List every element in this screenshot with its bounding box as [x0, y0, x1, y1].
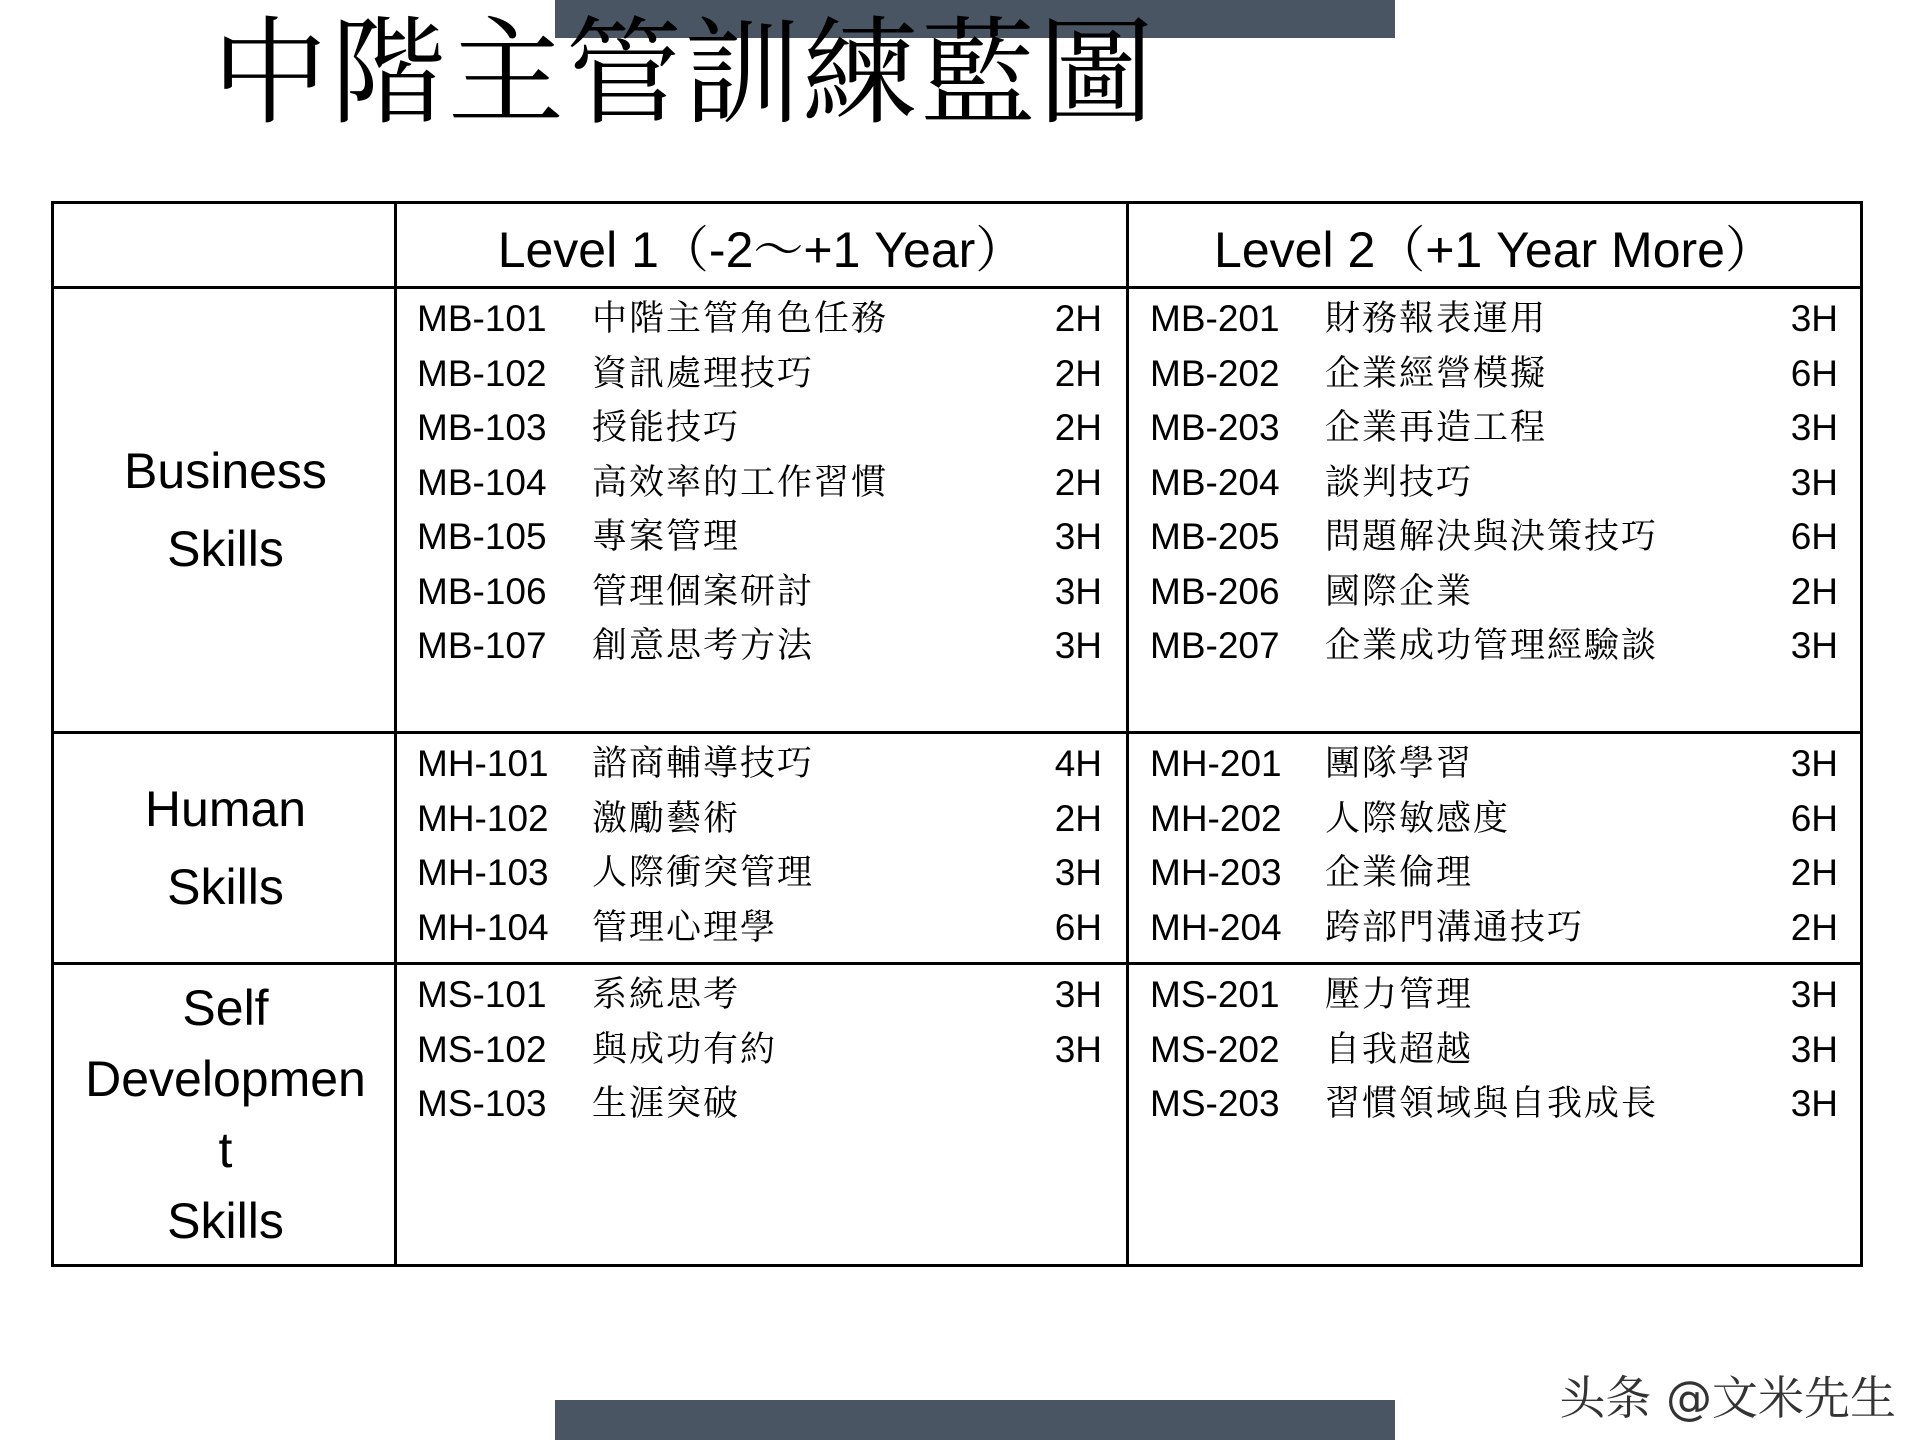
course-name: 激勵藝術 [592, 798, 741, 839]
watermark-text: 头条 @文米先生 [1559, 1371, 1896, 1425]
course-name: 資訊處理技巧 [592, 353, 815, 394]
course-code: MB-205 [1150, 516, 1280, 557]
course-hours: 3H [1054, 516, 1102, 557]
page-title: 中階主管訓練藍圖 [212, 6, 1156, 141]
course-code: MH-101 [417, 743, 549, 784]
course-name: 國際企業 [1325, 571, 1474, 612]
course-row [1150, 619, 1838, 674]
category-business-skills [54, 289, 397, 731]
course-code: MS-203 [1150, 1083, 1280, 1124]
course-list-human-level-1 [417, 737, 1102, 955]
course-list-self-level-1 [417, 968, 1102, 1132]
course-code: MB-202 [1150, 352, 1280, 394]
course-code: MB-105 [417, 516, 547, 557]
course-row [1150, 565, 1838, 620]
course-code: MB-106 [417, 570, 547, 612]
course-row [1150, 1023, 1838, 1078]
course-row [1150, 292, 1838, 347]
course-code: MB-102 [417, 352, 547, 394]
course-code: MH-202 [1150, 797, 1282, 839]
column-header-level-2: Level 2（+1 Year More） [1214, 222, 1775, 278]
course-row [1150, 968, 1838, 1023]
course-name: 企業再造工程 [1325, 408, 1548, 448]
course-row [417, 901, 1102, 956]
category-label-line: Business [124, 443, 327, 499]
course-row [417, 1023, 1102, 1078]
category-label-line: Skills [167, 859, 284, 915]
course-code: MH-201 [1150, 743, 1282, 784]
course-row [417, 737, 1102, 792]
course-row [417, 292, 1102, 347]
course-code: MB-206 [1150, 570, 1280, 612]
course-row [1150, 401, 1838, 456]
course-row [417, 565, 1102, 620]
category-label-line: Skills [167, 1192, 284, 1249]
course-name: 問題解決與決策技巧 [1325, 517, 1659, 557]
course-hours: 2H [1054, 298, 1102, 339]
course-name: 創意思考方法 [592, 626, 815, 666]
course-code: MH-104 [417, 906, 549, 948]
course-hours: 2H [1790, 570, 1838, 612]
course-name: 人際敏感度 [1325, 798, 1511, 839]
course-hours: 3H [1054, 625, 1102, 666]
course-hours: 3H [1790, 625, 1838, 666]
column-divider-levels [1126, 204, 1129, 1264]
course-hours: 2H [1054, 352, 1102, 394]
course-hours: 3H [1790, 974, 1838, 1015]
course-hours: 3H [1054, 570, 1102, 612]
course-code: MB-207 [1150, 625, 1280, 666]
category-human-skills [54, 734, 397, 962]
course-name: 團隊學習 [1325, 744, 1474, 784]
course-code: MB-201 [1150, 298, 1280, 339]
course-hours: 3H [1790, 461, 1838, 503]
training-blueprint-table [51, 201, 1863, 1267]
course-name: 企業成功管理經驗談 [1325, 626, 1659, 666]
course-row [417, 401, 1102, 456]
course-list-human-level-2 [1150, 737, 1838, 955]
course-name: 與成功有約 [592, 1029, 778, 1070]
course-row [1150, 1077, 1838, 1132]
slide-bottom-bar [555, 1400, 1395, 1440]
course-name: 系統思考 [592, 975, 741, 1015]
course-hours: 3H [1054, 1028, 1102, 1070]
course-code: MS-202 [1150, 1028, 1280, 1070]
course-hours: 2H [1054, 461, 1102, 503]
course-row [1150, 792, 1838, 847]
course-code: MB-203 [1150, 407, 1280, 448]
course-row [1150, 901, 1838, 956]
course-code: MB-101 [417, 298, 547, 339]
course-name: 人際衝突管理 [592, 853, 815, 893]
course-code: MS-101 [417, 974, 547, 1015]
course-hours: 3H [1790, 1083, 1838, 1124]
course-row [417, 846, 1102, 901]
course-row [417, 347, 1102, 402]
course-code: MS-201 [1150, 974, 1280, 1015]
column-header-level-1: Level 1（-2～+1 Year） [497, 222, 1026, 278]
course-code: MS-102 [417, 1028, 547, 1070]
category-label-line: Human [144, 781, 307, 837]
category-label-line: t [218, 1121, 233, 1178]
course-row [417, 792, 1102, 847]
course-hours: 2H [1054, 407, 1102, 448]
course-row [417, 510, 1102, 565]
course-name: 自我超越 [1325, 1029, 1474, 1070]
course-code: MB-204 [1150, 461, 1280, 503]
course-row [1150, 737, 1838, 792]
course-row [1150, 456, 1838, 511]
course-code: MH-103 [417, 852, 549, 893]
course-name: 生涯突破 [592, 1084, 741, 1124]
course-name: 企業倫理 [1325, 853, 1474, 893]
course-hours: 3H [1790, 298, 1838, 339]
course-hours: 3H [1790, 407, 1838, 448]
course-row [1150, 510, 1838, 565]
category-self-development-skills [54, 965, 397, 1264]
course-code: MS-103 [417, 1083, 547, 1124]
course-name: 專案管理 [592, 517, 741, 557]
course-row [1150, 347, 1838, 402]
course-hours: 3H [1054, 852, 1102, 893]
course-row [1150, 846, 1838, 901]
course-name: 管理個案研討 [592, 571, 815, 612]
course-name: 習慣領域與自我成長 [1325, 1084, 1659, 1124]
course-row [417, 456, 1102, 511]
course-hours: 3H [1790, 1028, 1838, 1070]
course-list-business-level-1 [417, 292, 1102, 674]
course-hours: 6H [1054, 906, 1102, 948]
course-hours: 4H [1054, 743, 1102, 784]
course-code: MH-203 [1150, 852, 1282, 893]
course-hours: 6H [1790, 352, 1838, 394]
course-name: 授能技巧 [592, 408, 741, 448]
course-list-business-level-2 [1150, 292, 1838, 674]
course-code: MB-104 [417, 461, 547, 503]
course-row [417, 968, 1102, 1023]
course-hours: 6H [1790, 797, 1838, 839]
course-code: MB-107 [417, 625, 547, 666]
course-list-self-level-2 [1150, 968, 1838, 1132]
course-row [417, 619, 1102, 674]
course-code: MH-102 [417, 797, 549, 839]
course-code: MB-103 [417, 407, 547, 448]
course-row [417, 1077, 1102, 1132]
category-label-line: Developmen [85, 1050, 366, 1107]
course-hours: 3H [1054, 974, 1102, 1015]
course-name: 談判技巧 [1325, 462, 1474, 503]
course-hours: 6H [1790, 516, 1838, 557]
course-name: 企業經營模擬 [1325, 353, 1548, 394]
course-hours: 2H [1790, 906, 1838, 948]
course-name: 管理心理學 [592, 907, 778, 948]
category-label-line: Skills [167, 521, 284, 577]
course-hours: 3H [1790, 743, 1838, 784]
course-name: 中階主管角色任務 [592, 299, 889, 339]
course-name: 財務報表運用 [1325, 299, 1548, 339]
course-code: MH-204 [1150, 906, 1282, 948]
course-name: 諮商輔導技巧 [592, 744, 815, 784]
course-name: 高效率的工作習慣 [592, 462, 889, 503]
course-name: 壓力管理 [1325, 975, 1474, 1015]
course-hours: 2H [1790, 852, 1838, 893]
course-hours: 2H [1054, 797, 1102, 839]
category-label-line: Self [182, 979, 269, 1036]
course-name: 跨部門溝通技巧 [1325, 907, 1585, 948]
